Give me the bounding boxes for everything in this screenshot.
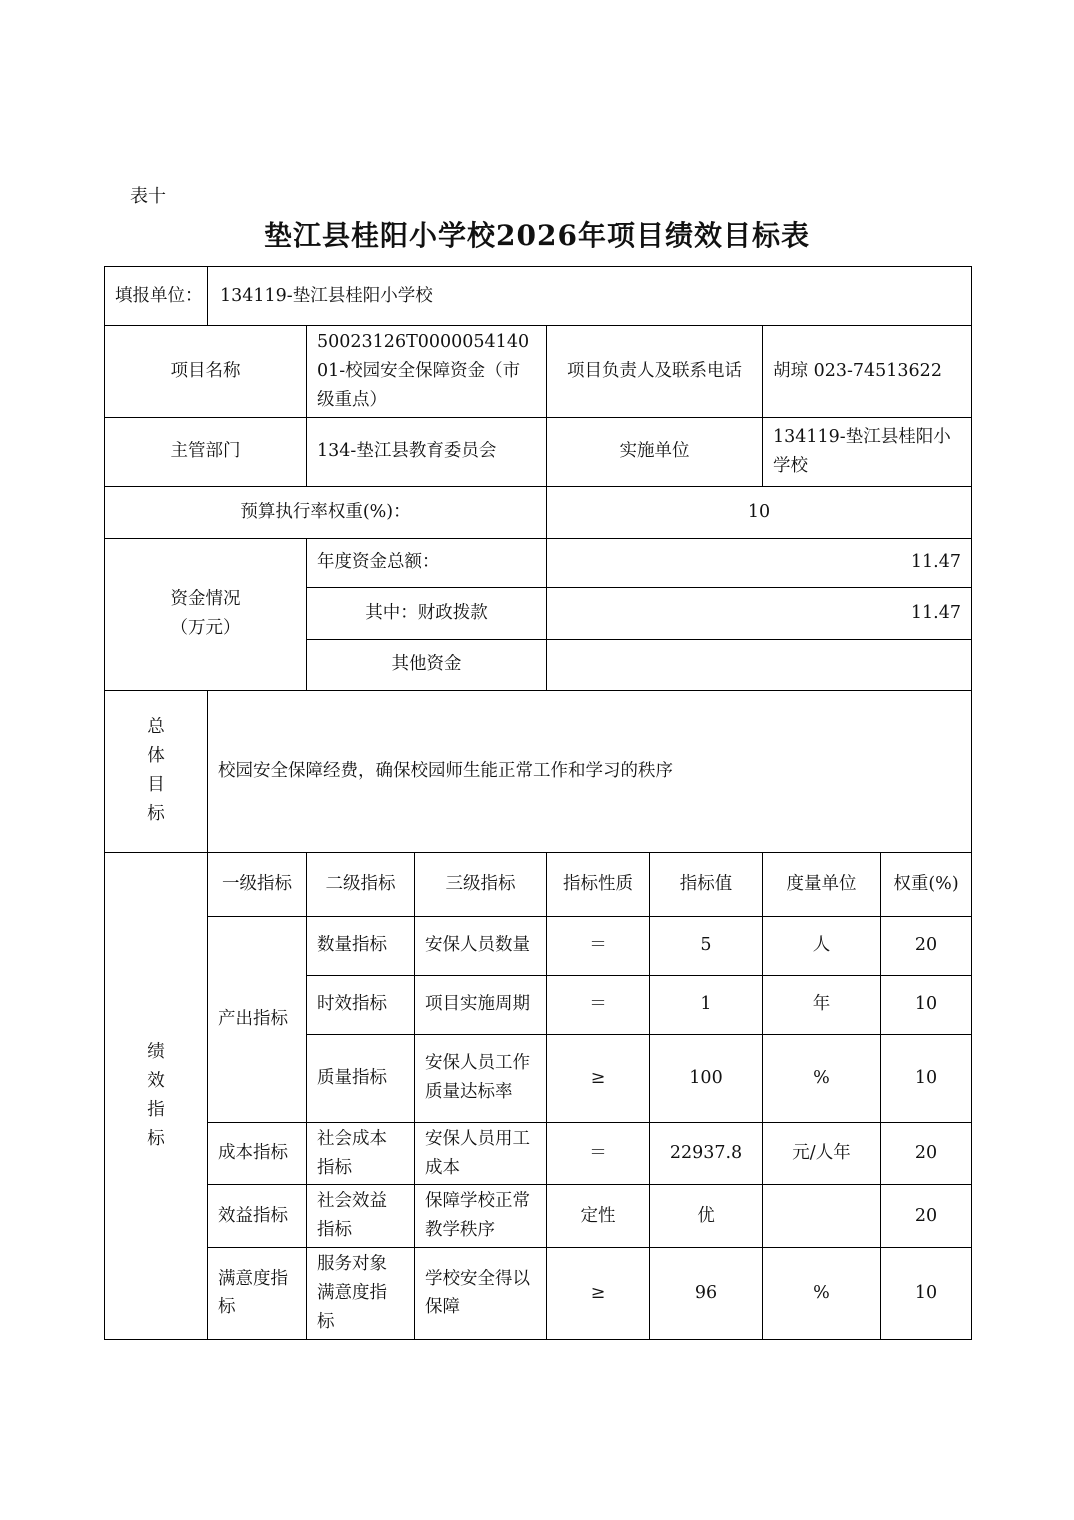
goal-label-char: 体 — [147, 746, 165, 767]
contact-value: 胡琼 023-74513622 — [763, 326, 972, 418]
unit-value: 134119-垫江县桂阳小学校 — [208, 267, 972, 326]
unit-label: 填报单位： — [105, 267, 208, 326]
budget-weight-value: 10 — [547, 486, 972, 538]
unit-cell: 年 — [763, 975, 881, 1034]
dept-label: 主管部门 — [105, 417, 307, 486]
funds-fiscal-value: 11.47 — [547, 587, 972, 639]
level3-cell: 安保人员数量 — [415, 916, 547, 975]
indicators-label-char: 效 — [147, 1070, 165, 1091]
header-nature: 指标性质 — [547, 852, 650, 916]
table-row — [105, 1185, 972, 1248]
unit-cell: % — [763, 1034, 881, 1122]
nature-cell: 定性 — [547, 1185, 650, 1248]
goal-row — [105, 690, 972, 852]
level3-cell: 项目实施周期 — [415, 975, 547, 1034]
indicators-label-char: 指 — [147, 1099, 165, 1120]
group-satisfaction: 满意度指标 — [208, 1248, 307, 1340]
indicator-header-row — [105, 852, 972, 916]
goal-label-char: 目 — [147, 775, 165, 796]
level2-cell: 质量指标 — [307, 1034, 415, 1122]
funds-fiscal-label: 其中：财政拨款 — [307, 587, 547, 639]
table-row — [105, 1248, 972, 1340]
level3-cell: 安保人员工作质量达标率 — [415, 1034, 547, 1122]
unit-row — [105, 267, 972, 326]
budget-weight-row — [105, 486, 972, 538]
unit-cell: 人 — [763, 916, 881, 975]
table-row — [105, 916, 972, 975]
budget-weight-label: 预算执行率权重(%)： — [105, 486, 547, 538]
header-unit: 度量单位 — [763, 852, 881, 916]
level2-cell: 服务对象满意度指标 — [307, 1248, 415, 1340]
table-label: 表十 — [130, 186, 166, 207]
indicators-label — [105, 852, 208, 1339]
page-title: 垫江县桂阳小学校2026年项目绩效目标表 — [264, 219, 810, 252]
level2-cell: 社会成本指标 — [307, 1122, 415, 1185]
contact-label: 项目负责人及联系电话 — [547, 326, 763, 418]
header-level3: 三级指标 — [415, 852, 547, 916]
value-cell: 22937.8 — [650, 1122, 763, 1185]
nature-cell: ≥ — [547, 1248, 650, 1340]
header-weight: 权重(%) — [881, 852, 972, 916]
weight-cell: 20 — [881, 1185, 972, 1248]
funds-total-label: 年度资金总额： — [307, 538, 547, 587]
unit-cell: % — [763, 1248, 881, 1340]
performance-table — [104, 266, 972, 1340]
weight-cell: 10 — [881, 1248, 972, 1340]
group-output: 产出指标 — [208, 916, 307, 1122]
dept-row — [105, 417, 972, 486]
header-level1: 一级指标 — [208, 852, 307, 916]
level3-cell: 保障学校正常教学秩序 — [415, 1185, 547, 1248]
indicators-label-char: 绩 — [147, 1041, 165, 1062]
level2-cell: 社会效益指标 — [307, 1185, 415, 1248]
goal-label-char: 标 — [147, 804, 165, 824]
weight-cell: 20 — [881, 1122, 972, 1185]
value-cell: 1 — [650, 975, 763, 1034]
funds-label-line1: 资金情况 — [170, 589, 241, 610]
table-row — [105, 1122, 972, 1185]
unit-cell: 元/人年 — [763, 1122, 881, 1185]
nature-cell: ＝ — [547, 916, 650, 975]
goal-label — [105, 690, 208, 852]
level2-cell: 数量指标 — [307, 916, 415, 975]
impl-label: 实施单位 — [547, 417, 763, 486]
value-cell: 5 — [650, 916, 763, 975]
value-cell: 100 — [650, 1034, 763, 1122]
project-name-value: 50023126T000005414001-校园安全保障资金（市级重点） — [307, 326, 547, 418]
header-value: 指标值 — [650, 852, 763, 916]
nature-cell: ≥ — [547, 1034, 650, 1122]
weight-cell: 20 — [881, 916, 972, 975]
nature-cell: ＝ — [547, 1122, 650, 1185]
dept-value: 134-垫江县教育委员会 — [307, 417, 547, 486]
goal-label-char: 总 — [147, 717, 165, 738]
goal-text: 校园安全保障经费，确保校园师生能正常工作和学习的秩序 — [208, 690, 972, 852]
project-name-row — [105, 326, 972, 418]
funds-total-value: 11.47 — [547, 538, 972, 587]
funds-total-row — [105, 538, 972, 587]
value-cell: 96 — [650, 1248, 763, 1340]
project-name-label: 项目名称 — [105, 326, 307, 418]
impl-value: 134119-垫江县桂阳小学校 — [763, 417, 972, 486]
level2-cell: 时效指标 — [307, 975, 415, 1034]
funds-label — [105, 538, 307, 690]
header-level2: 二级指标 — [307, 852, 415, 916]
nature-cell: ＝ — [547, 975, 650, 1034]
unit-cell — [763, 1185, 881, 1248]
funds-other-value — [547, 639, 972, 690]
funds-other-label: 其他资金 — [307, 639, 547, 690]
value-cell: 优 — [650, 1185, 763, 1248]
group-benefit: 效益指标 — [208, 1185, 307, 1248]
level3-cell: 学校安全得以保障 — [415, 1248, 547, 1340]
weight-cell: 10 — [881, 975, 972, 1034]
weight-cell: 10 — [881, 1034, 972, 1122]
indicators-label-char: 标 — [147, 1128, 165, 1149]
group-cost: 成本指标 — [208, 1122, 307, 1185]
level3-cell: 安保人员用工成本 — [415, 1122, 547, 1185]
funds-label-line2: （万元） — [170, 618, 241, 639]
